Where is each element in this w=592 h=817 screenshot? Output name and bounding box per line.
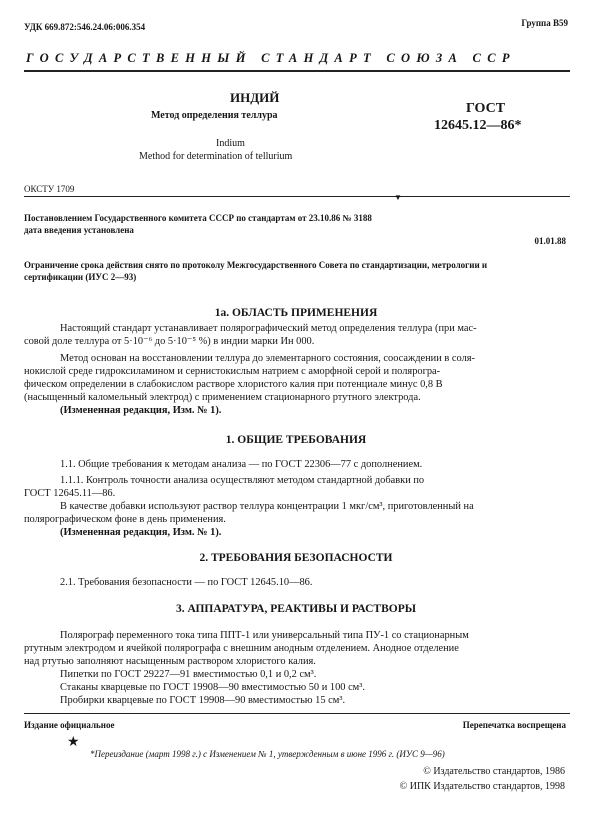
section-3-p1-l3: над ртутью заполняют насыщенным раствором хлористого калия. [24, 656, 316, 667]
title-rule [24, 196, 570, 197]
section-3-item-tubes: Пробирки кварцевые по ГОСТ 19908—90 вместимостью 15 см³. [60, 695, 346, 706]
gost-label: ГОСТ [466, 101, 506, 116]
standard-subtitle: Метод определения теллура [151, 110, 278, 121]
section-3-item-beakers: Стаканы кварцевые по ГОСТ 19908—90 вместимостью 50 и 100 см³. [60, 682, 365, 693]
section-2-p1: 2.1. Требования безопасности — по ГОСТ 12645.10—86. [60, 577, 313, 588]
section-1-p1: 1.1. Общие требования к методам анализа — по ГОСТ 22306—77 с дополнением. [60, 459, 423, 470]
section-2-heading: 2. ТРЕБОВАНИЯ БЕЗОПАСНОСТИ [199, 552, 393, 564]
section-1a-p1-cont: совой доле теллура от 5·10⁻⁶ до 5·10⁻⁵ %) в индии марки Ин 000. [24, 336, 315, 347]
english-title: Indium [216, 138, 245, 149]
section-1a-heading: 1а. ОБЛАСТЬ ПРИМЕНЕНИЯ [214, 307, 378, 319]
section-3-heading: 3. АППАРАТУРА, РЕАКТИВЫ И РАСТВОРЫ [175, 603, 417, 615]
decree-line: Постановлением Государственного комитета СССР по стандартам от 23.10.86 № 3188 [24, 213, 372, 223]
star-icon: ★ [67, 735, 80, 750]
copyright-1986: © Издательство стандартов, 1986 [423, 766, 565, 777]
state-standard-banner: ГОСУДАРСТВЕННЫЙ СТАНДАРТ СОЮЗА ССР [26, 51, 516, 65]
section-1-p3: В качестве добавки используют раствор теллура концентрации 1 мкг/см³, приготовленный на [60, 501, 474, 512]
section-1a-p2: Метод основан на восстановлении теллура до элементарного состояния, соосаждении в соля- [60, 353, 475, 364]
english-subtitle: Method for determination of tellurium [139, 151, 293, 162]
effective-date: 01.01.88 [534, 236, 566, 246]
rule-marker: ▼ [394, 193, 402, 202]
section-1-edit-note: (Измененная редакция, Изм. № 1). [60, 527, 222, 538]
section-3-item-pipettes: Пипетки по ГОСТ 29227—91 вместимостью 0,1 и 0,2 см³. [60, 669, 317, 680]
standard-title: ИНДИЙ [230, 90, 280, 105]
section-1-p3-cont: полярографическом фоне в день применения. [24, 514, 226, 525]
section-1a-p1: Настоящий стандарт устанавливает полярографический метод определения теллура (при мас- [60, 323, 477, 334]
okstu-code: ОКСТУ 1709 [24, 184, 75, 194]
decree-date-label: дата введения установлена [24, 225, 134, 235]
restriction-note-cont: сертификации (ИУС 2—93) [24, 272, 137, 282]
gost-number: 12645.12—86* [434, 118, 522, 133]
section-1a-p2-l3: фическом определении в слабокислом растворе хлористого калия при потенциале минус 0,8 В [24, 379, 443, 390]
section-1a-edit-note: (Измененная редакция, Изм. № 1). [60, 405, 222, 416]
section-1a-p2-l2: нокислой среде гидроксиламином и сернистокислым натрием с аморфной серой и полярогра- [24, 366, 441, 377]
section-1-p2: 1.1.1. Контроль точности анализа осуществляют методом стандартной добавки по [60, 475, 425, 486]
banner-rule [24, 70, 570, 72]
reprint-prohibited: Перепечатка воспрещена [462, 720, 566, 730]
reprint-note: *Переиздание (март 1998 г.) с Изменением № 1, утвержденным в июне 1996 г. (ИУС 9—96) [90, 749, 445, 759]
footer-rule [24, 713, 570, 714]
restriction-note: Ограничение срока действия снято по протоколу Межгосударственного Совета по стандартизации, метрологии и [24, 260, 488, 270]
section-1-heading: 1. ОБЩИЕ ТРЕБОВАНИЯ [225, 434, 367, 446]
section-1-p2-cont: ГОСТ 12645.11—86. [24, 488, 116, 499]
section-1a-p2-l4: (насыщенный каломельный электрод) с применением стационарного ртутного электрода. [24, 392, 421, 403]
official-edition: Издание официальное [24, 720, 115, 730]
udk-code: УДК 669.872:546.24.06:006.354 [24, 22, 146, 32]
copyright-1998: © ИПК Издательство стандартов, 1998 [399, 781, 565, 792]
section-3-p1: Полярограф переменного тока типа ППТ-1 или универсальный типа ПУ-1 со стационарным [60, 630, 469, 641]
group-code: Группа В59 [521, 18, 568, 28]
section-3-p1-l2: ртутным электродом и ячейкой полярографа с внешним анодным отделением. Анодное отделение [24, 643, 459, 654]
